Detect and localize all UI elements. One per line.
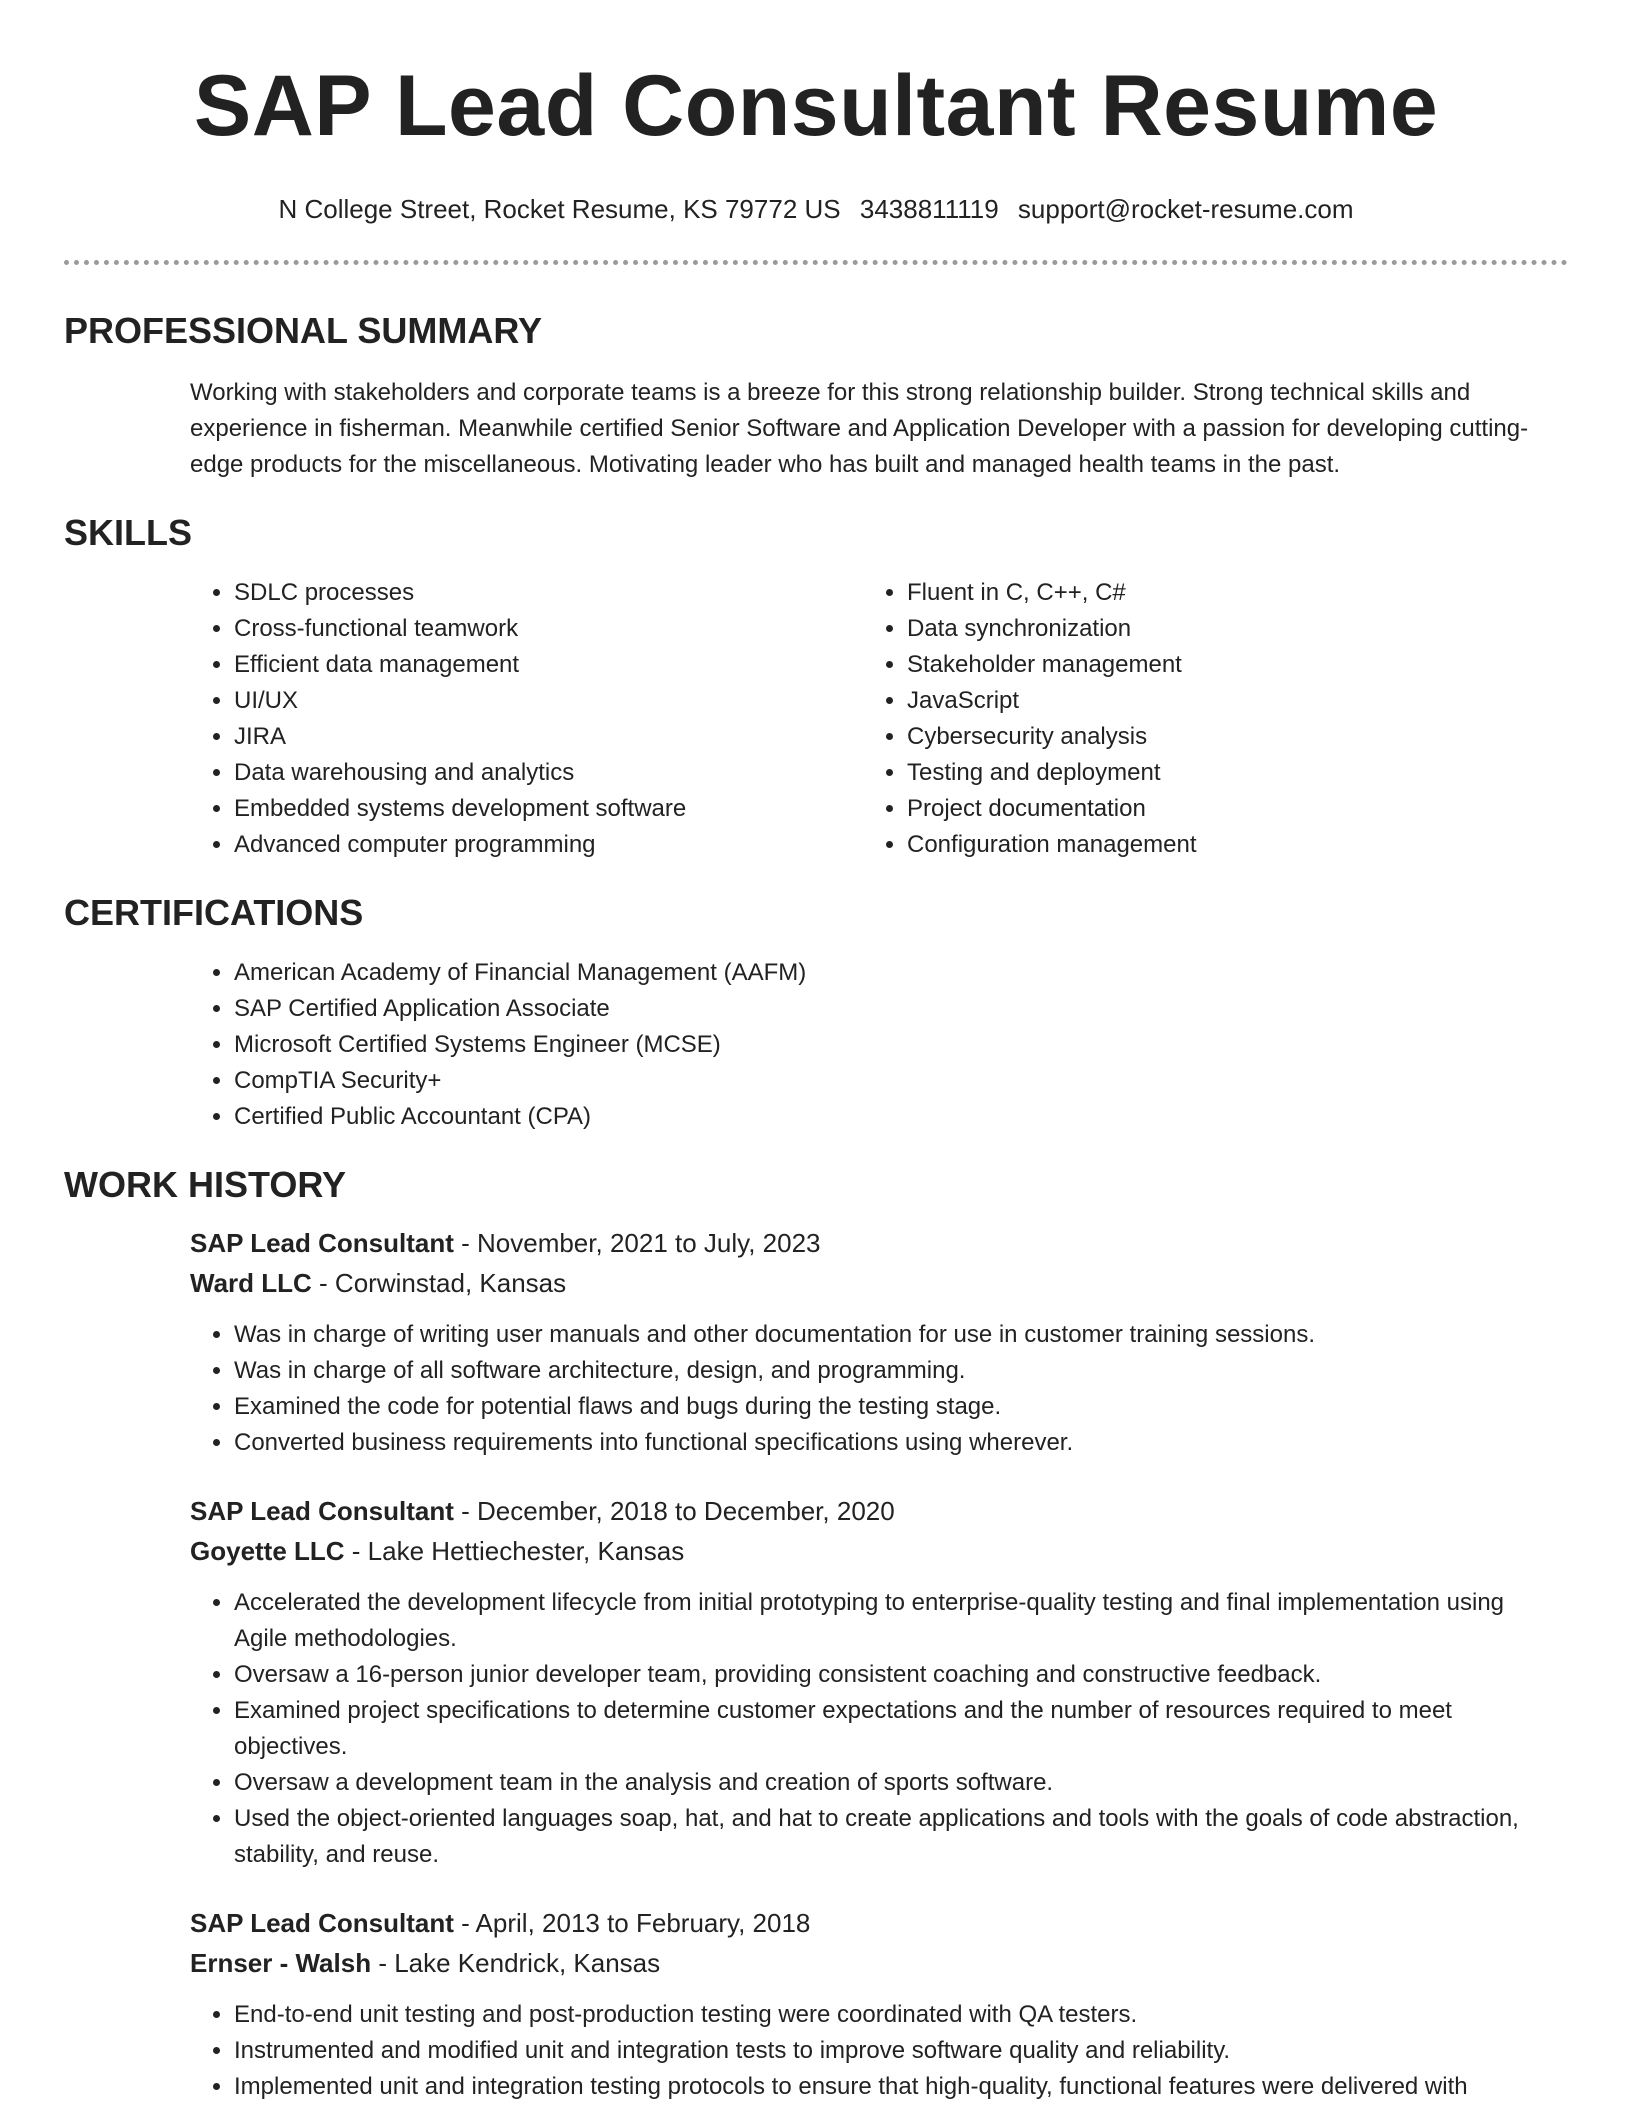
job-company-line <box>190 1263 1536 1303</box>
job-bullet: • Examined the code for potential flaws and bugs during the testing stage. <box>234 1389 1536 1425</box>
skill-item: • Embedded systems development software <box>234 791 863 827</box>
skill-item: • SDLC processes <box>234 575 863 611</box>
job-bullet: • Was in charge of writing user manuals and other documentation for use in customer training sessions. <box>234 1317 1536 1353</box>
job-role: SAP Lead Consultant <box>190 1228 454 1258</box>
skill-item: • Data synchronization <box>907 611 1536 647</box>
section-title-certifications: CERTIFICATIONS <box>64 892 364 933</box>
phone: 3438811119 <box>859 194 999 224</box>
skill-item: • Cybersecurity analysis <box>907 719 1536 755</box>
skill-item: • JIRA <box>234 719 863 755</box>
skill-item: • Efficient data management <box>234 647 863 683</box>
job-company: Goyette LLC <box>190 1536 345 1566</box>
job-location: - Lake Kendrick, Kansas <box>371 1948 661 1978</box>
job-bullet: • Implemented unit and integration testing protocols to ensure that high-quality, functional features were delivered with <box>234 2069 1536 2105</box>
job-bullet: • Used the object-oriented languages soap, hat, and hat to create applications and tools with the goals of code abstraction, stability, and reuse. <box>234 1801 1536 1873</box>
summary-section <box>0 309 1632 483</box>
summary-text: Working with stakeholders and corporate teams is a breeze for this strong relationship builder. Strong technical skills and experience in fisherman. Meanwhile certified Senior Software and Application Developer with a passion for developing cutting-edge products for the miscellaneous. Motivating leader who has built and managed health teams in the past. <box>190 379 1529 478</box>
section-title-summary: PROFESSIONAL SUMMARY <box>64 310 543 351</box>
job-company: Ward LLC <box>190 1268 312 1298</box>
skills-column-right <box>863 575 1536 863</box>
certification-item: • SAP Certified Application Associate <box>234 991 1536 1027</box>
certifications-section <box>0 891 1632 1135</box>
job-company-line <box>190 1531 1536 1571</box>
job-bullet: • End-to-end unit testing and post-production testing were coordinated with QA testers. <box>234 1997 1536 2033</box>
skill-item: • Stakeholder management <box>907 647 1536 683</box>
skill-item: • Configuration management <box>907 827 1536 863</box>
contact-line <box>0 192 1632 226</box>
certification-item: • Certified Public Accountant (CPA) <box>234 1099 1536 1135</box>
job-bullets <box>190 1997 1536 2105</box>
skill-item: • Data warehousing and analytics <box>234 755 863 791</box>
job-bullet: • Oversaw a development team in the analysis and creation of sports software. <box>234 1765 1536 1801</box>
job-dates: - November, 2021 to July, 2023 <box>453 1228 821 1258</box>
certification-item: • American Academy of Financial Management (AAFM) <box>234 955 1536 991</box>
job-bullets <box>190 1317 1536 1461</box>
header-divider <box>64 260 1568 265</box>
job-bullet: • Accelerated the development lifecycle from initial prototyping to enterprise-quality testing and final implementation using Agile methodologies. <box>234 1585 1536 1657</box>
skills-grid <box>190 575 1536 863</box>
job-title-line <box>190 1903 1536 1943</box>
job-bullet: • Oversaw a 16-person junior developer team, providing consistent coaching and constructive feedback. <box>234 1657 1536 1693</box>
certification-item: • CompTIA Security+ <box>234 1063 1536 1099</box>
section-title-skills: SKILLS <box>64 512 193 553</box>
skill-item: • Fluent in C, C++, C# <box>907 575 1536 611</box>
skill-item: • Project documentation <box>907 791 1536 827</box>
job-dates: - April, 2013 to February, 2018 <box>453 1908 811 1938</box>
email: support@rocket-resume.com <box>1017 194 1354 224</box>
skills-column-left <box>190 575 863 863</box>
work-history-section <box>0 1163 1632 2105</box>
job-role: SAP Lead Consultant <box>190 1908 454 1938</box>
job-location: - Corwinstad, Kansas <box>311 1268 567 1298</box>
resume-title: SAP Lead Consultant Resume <box>193 58 1439 154</box>
skill-item: • Cross-functional teamwork <box>234 611 863 647</box>
job-bullet: • Instrumented and modified unit and integration tests to improve software quality and reliability. <box>234 2033 1536 2069</box>
certification-item: • Microsoft Certified Systems Engineer (MCSE) <box>234 1027 1536 1063</box>
job-company-line <box>190 1943 1536 1983</box>
job-entry <box>190 1903 1536 2105</box>
job-bullets <box>190 1585 1536 1873</box>
skill-item: • JavaScript <box>907 683 1536 719</box>
job-entry <box>190 1491 1536 1873</box>
skill-item: • UI/UX <box>234 683 863 719</box>
job-bullet: • Examined project specifications to determine customer expectations and the number of resources required to meet objectives. <box>234 1693 1536 1765</box>
job-dates: - December, 2018 to December, 2020 <box>453 1496 895 1526</box>
address: N College Street, Rocket Resume, KS 79772 US <box>278 194 841 224</box>
job-bullet: • Converted business requirements into functional specifications using wherever. <box>234 1425 1536 1461</box>
section-title-work-history: WORK HISTORY <box>64 1164 347 1205</box>
skill-item: • Testing and deployment <box>907 755 1536 791</box>
job-role: SAP Lead Consultant <box>190 1496 454 1526</box>
job-entry <box>190 1223 1536 1461</box>
job-location: - Lake Hettiechester, Kansas <box>344 1536 685 1566</box>
job-bullet: • Was in charge of all software architecture, design, and programming. <box>234 1353 1536 1389</box>
job-company: Ernser - Walsh <box>190 1948 372 1978</box>
resume-header <box>0 0 1632 226</box>
skills-section <box>0 511 1632 863</box>
job-title-line <box>190 1223 1536 1263</box>
skill-item: • Advanced computer programming <box>234 827 863 863</box>
certifications-list <box>190 955 1536 1135</box>
job-title-line <box>190 1491 1536 1531</box>
